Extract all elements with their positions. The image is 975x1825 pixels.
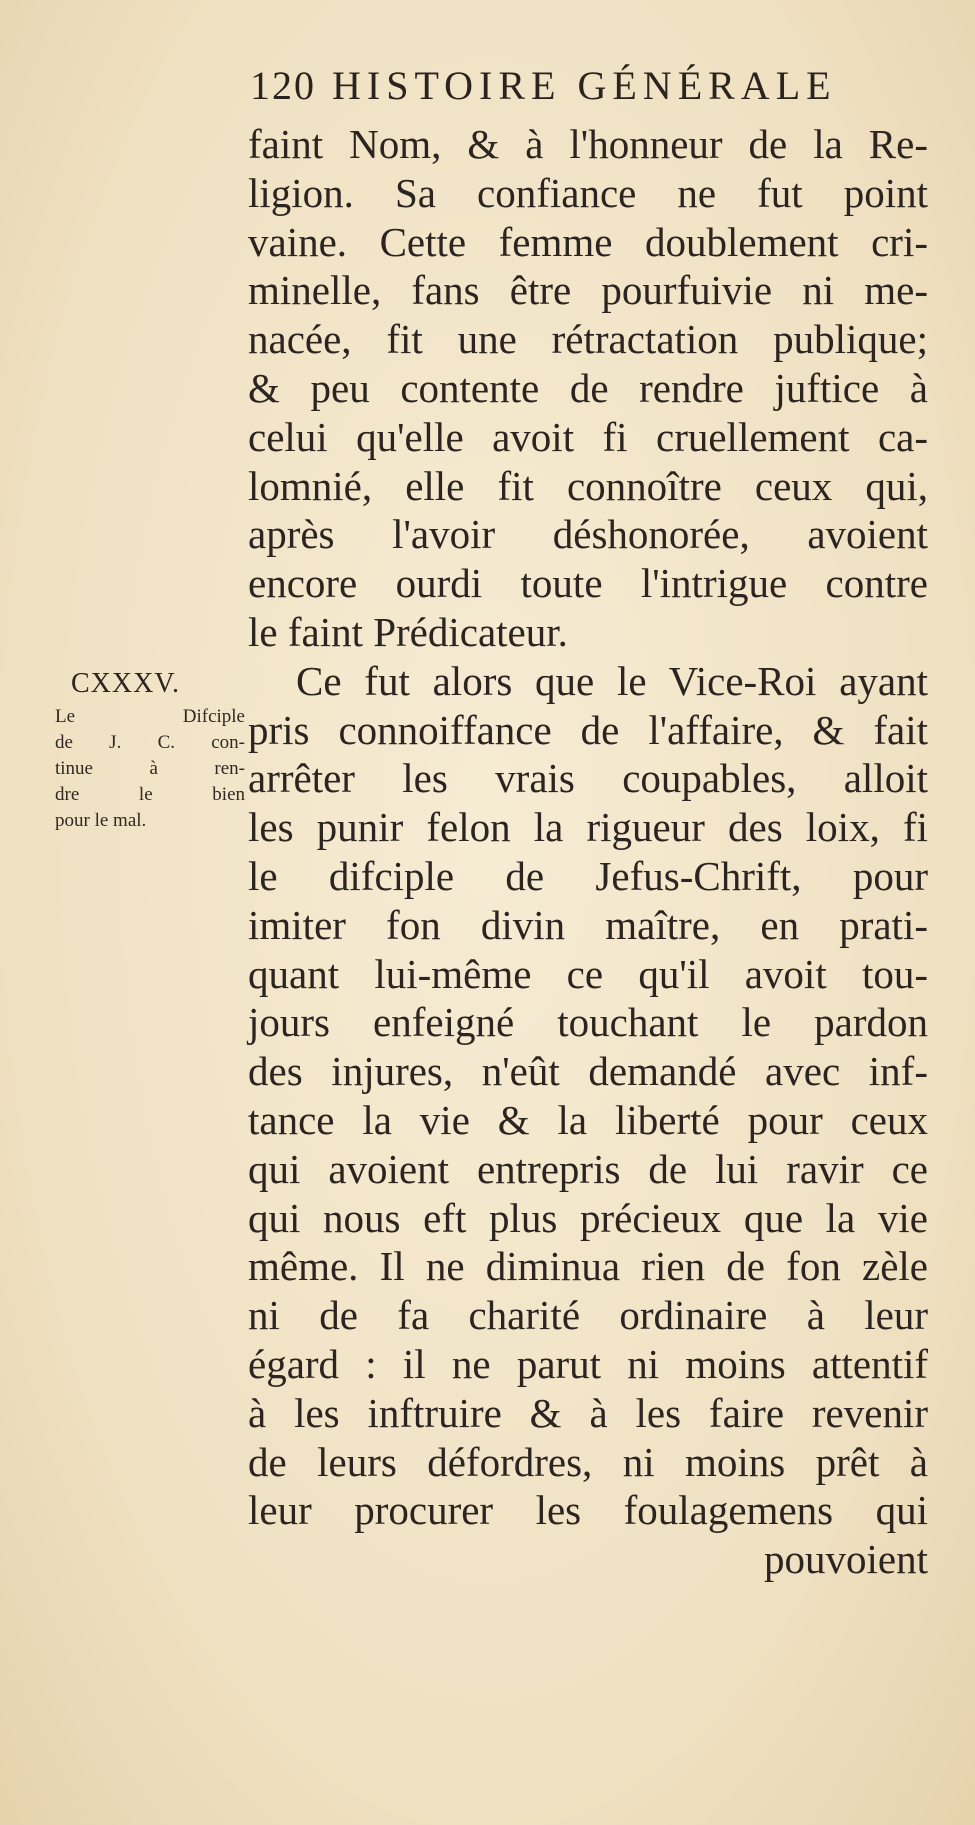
body-text bbox=[248, 120, 928, 1584]
margin-note-line: Le Difciple bbox=[55, 706, 245, 727]
text-line: vaine. Cette femme doublement cri- bbox=[248, 218, 928, 265]
text-line: tance la vie & la liberté pour ceux bbox=[248, 1096, 928, 1143]
text-line: pris connoiffance de l'affaire, & fait bbox=[248, 706, 928, 753]
margin-note-line: pour le mal. bbox=[55, 810, 147, 831]
text-line: & peu contente de rendre juftice à bbox=[248, 364, 928, 411]
margin-note bbox=[55, 664, 245, 834]
text-line: les punir felon la rigueur des loix, fi bbox=[248, 804, 928, 851]
text-line: qui avoient entrepris de lui ravir ce bbox=[248, 1145, 928, 1192]
text-line: qui nous eft plus précieux que la vie bbox=[248, 1194, 928, 1241]
section-number: CXXXV. bbox=[71, 668, 180, 699]
text-line: après l'avoir déshonorée, avoient bbox=[248, 511, 928, 558]
text-line: de leurs défordres, ni moins prêt à bbox=[248, 1438, 928, 1485]
margin-note-line: tinue à ren- bbox=[55, 758, 245, 779]
text-line: lomnié, elle fit connoître ceux qui, bbox=[248, 462, 928, 509]
text-line: jours enfeigné touchant le pardon bbox=[248, 999, 928, 1046]
text-line: des injures, n'eût demandé avec inf- bbox=[248, 1048, 928, 1095]
text-line: Ce fut alors que le Vice-Roi ayant bbox=[296, 657, 928, 704]
text-line: celui qu'elle avoit fi cruellement ca- bbox=[248, 413, 928, 460]
text-line: minelle, fans être pourfuivie ni me- bbox=[248, 267, 928, 314]
margin-note-line: de J. C. con- bbox=[55, 732, 245, 753]
running-title: HISTOIRE GÉNÉRALE bbox=[332, 63, 837, 108]
text-line: à les inftruire & à les faire revenir bbox=[248, 1389, 928, 1436]
text-line: faint Nom, & à l'honneur de la Re- bbox=[248, 121, 928, 167]
text-line: ligion. Sa confiance ne fut point bbox=[248, 169, 928, 216]
margin-note-line: dre le bien bbox=[55, 784, 245, 805]
text-line: nacée, fit une rétractation publique; bbox=[248, 316, 928, 363]
text-line: égard : il ne parut ni moins attentif bbox=[248, 1340, 928, 1387]
text-line: encore ourdi toute l'intrigue contre bbox=[248, 560, 928, 607]
text-line: quant lui-même ce qu'il avoit tou- bbox=[248, 950, 928, 997]
text-line: même. Il ne diminua rien de fon zèle bbox=[248, 1243, 928, 1290]
text-line: ni de fa charité ordinaire à leur bbox=[248, 1292, 928, 1339]
text-line: imiter fon divin maître, en prati- bbox=[248, 901, 928, 948]
running-header bbox=[250, 62, 837, 109]
text-line: arrêter les vrais coupables, alloit bbox=[248, 755, 928, 802]
text-line: le difciple de Jefus-Chrift, pour bbox=[248, 852, 928, 899]
text-line: leur procurer les foulagemens qui bbox=[248, 1487, 928, 1534]
catchword: pouvoient bbox=[764, 1536, 928, 1583]
text-line: le faint Prédicateur. bbox=[248, 608, 568, 655]
page-number: 120 bbox=[250, 63, 316, 108]
